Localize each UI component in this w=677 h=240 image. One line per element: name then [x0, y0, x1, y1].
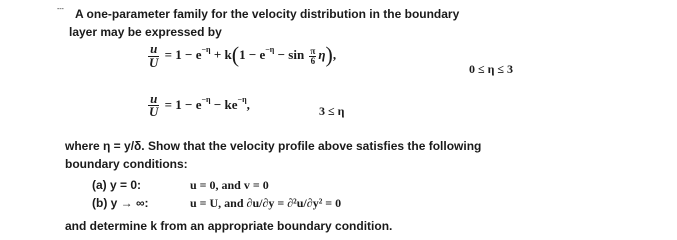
problem-line-5: and determine k from an appropriate boundary condition. — [65, 219, 393, 233]
eq1-pi: π — [310, 45, 316, 56]
problem-line-2: layer may be expressed by — [69, 25, 222, 39]
boundary-condition-b-value: u = U, and ∂u/∂y = ∂²u/∂y² = 0 — [190, 196, 342, 210]
eq2-term-1-exponent: −η — [201, 94, 211, 104]
boundary-condition-b-label: (b) y → ∞: — [92, 196, 149, 210]
equation-1 — [146, 42, 336, 69]
eq2-comma: , — [246, 96, 250, 112]
eq1-pi-over-six — [309, 47, 316, 65]
equation-2 — [146, 93, 250, 119]
eq1-term-1: = 1 − e — [164, 47, 202, 62]
eq1-close-paren: ) — [325, 42, 333, 67]
eq1-lhs-numerator: u — [148, 43, 159, 56]
problem-bullet-mark: - - - — [57, 6, 63, 13]
problem-line-4: boundary conditions: — [65, 157, 188, 171]
eq2-term-2-exponent: −η — [237, 94, 247, 104]
equation-2-range: 3 ≤ η — [319, 104, 345, 118]
eq2-term-2: − ke — [213, 96, 238, 112]
eq2-lhs-fraction — [148, 93, 159, 119]
boundary-condition-a-label: (a) y = 0: — [92, 178, 142, 192]
eq1-comma: , — [332, 47, 337, 62]
eq1-eta: η — [318, 47, 326, 62]
eq1-term-3: 1 − e — [239, 47, 266, 62]
eq1-term-4: − sin — [277, 47, 305, 62]
eq1-six: 6 — [310, 55, 316, 66]
eq1-open-paren: ( — [231, 42, 240, 67]
eq1-term-1-exponent: −η — [201, 45, 211, 54]
eq1-lhs-fraction — [148, 43, 159, 69]
problem-line-1: A one-parameter family for the velocity distribution in the boundary — [75, 7, 460, 21]
eq1-term-3-exponent: −η — [265, 45, 275, 54]
eq2-term-1: = 1 − e — [164, 96, 202, 112]
eq2-lhs-numerator: u — [148, 93, 159, 106]
eq2-lhs-denominator: U — [149, 104, 159, 120]
problem-line-3: where η = y/δ. Show that the velocity profile above satisfies the following — [65, 139, 482, 153]
eq1-term-2: + k — [213, 47, 232, 62]
equation-1-range: 0 ≤ η ≤ 3 — [469, 62, 513, 76]
eq1-lhs-denominator: U — [149, 54, 159, 70]
boundary-condition-a-value: u = 0, and v = 0 — [190, 178, 269, 192]
